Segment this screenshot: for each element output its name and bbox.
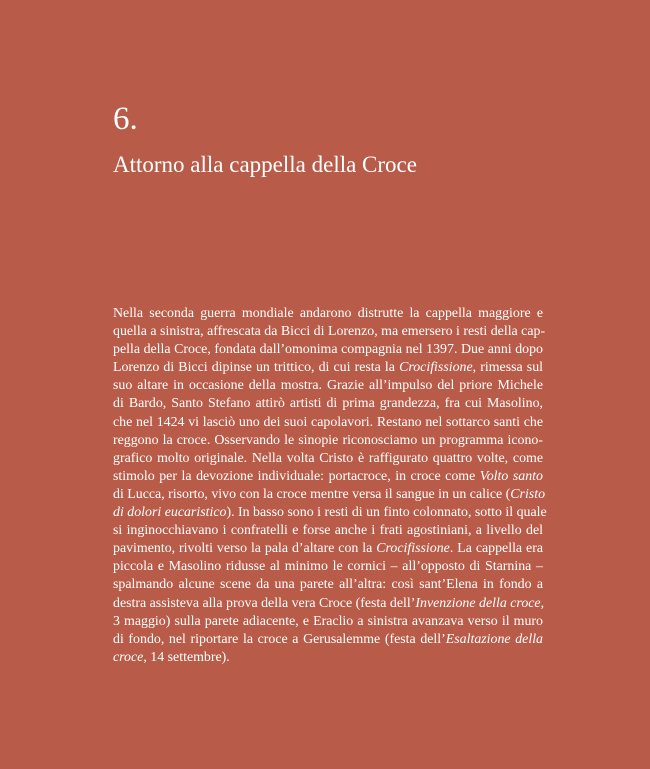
text-line	[113, 558, 543, 576]
text-run: , rimessa sul	[472, 360, 543, 376]
text-line	[113, 305, 543, 323]
text-run: di fondo, nel riportare la croce a Gerusalemme (festa dell’	[113, 631, 446, 647]
text-line	[113, 576, 543, 594]
text-run: che nel 1424 vi lasciò uno dei suoi capolavori. Restano nel sottarco santi che	[113, 414, 543, 430]
text-line	[113, 432, 543, 450]
italic-title: Cristo	[510, 486, 546, 502]
text-line	[113, 595, 543, 613]
text-run: pella della Croce, fondata dall’omonima compagnia nel 1397. Due anni dopo	[113, 342, 543, 358]
text-line	[113, 359, 543, 377]
text-line	[113, 613, 543, 631]
text-run: , 14 settembre).	[143, 649, 230, 665]
italic-title: Crocifissione	[399, 360, 473, 376]
text-line	[113, 540, 543, 558]
chapter-title: Attorno alla cappella della Croce	[113, 152, 417, 177]
italic-title: Invenzione della croce	[415, 595, 541, 611]
text-run: di Bardo, Santo Stefano attirò artisti di prima grandezza, fra cui Masolino,	[113, 396, 543, 412]
text-line	[113, 631, 543, 649]
text-line	[113, 649, 543, 667]
body-paragraph	[113, 305, 547, 667]
italic-title: Esaltazione della	[445, 631, 543, 647]
text-run: destra assisteva alla prova della vera Croce (festa dell’	[113, 595, 416, 611]
text-run: 3 maggio) sulla parete adiacente, e Eraclio a sinistra avanzava verso il muro	[113, 613, 543, 629]
text-run: piccola e Masolino ridusse al minimo le cornici – all’opposto di Starnina –	[113, 559, 543, 575]
text-line	[113, 323, 546, 341]
text-line	[113, 377, 543, 395]
text-run: suo altare in occasione della mostra. Grazie all’impulso del priore Michele	[113, 378, 543, 394]
italic-title: di dolori eucaristico	[113, 505, 227, 521]
text-line	[113, 504, 547, 522]
text-line	[113, 414, 543, 432]
text-line	[113, 486, 546, 504]
text-run: spalmando alcune scene da una parete all’altra: così sant’Elena in fondo a	[113, 577, 543, 593]
text-run: Lorenzo di Bicci dipinse un trittico, di cui resta la	[113, 360, 400, 376]
text-run: quella a sinistra, affrescata da Bicci di Lorenzo, ma emersero i resti della cap-	[113, 324, 546, 340]
text-run: ). In basso sono i resti di un finto colonnato, sotto il quale	[226, 505, 547, 521]
text-run: di Lucca, risorto, vivo con la croce mentre versa il sangue in un calice (	[113, 486, 511, 502]
italic-title: croce	[113, 649, 144, 665]
text-line	[113, 341, 543, 359]
text-line	[113, 450, 543, 468]
text-line	[113, 522, 543, 540]
italic-title: Volto santo	[479, 468, 543, 484]
text-line	[113, 395, 543, 413]
chapter-number: 6.	[113, 101, 138, 137]
text-run: . La cappella era	[449, 541, 543, 557]
text-run: Nella seconda guerra mondiale andarono distrutte la cappella maggiore e	[113, 306, 543, 321]
text-run: reggono la croce. Osservando le sinopie riconosciamo un programma icono-	[113, 432, 543, 448]
text-run: grafico molto originale. Nella volta Cristo è raffigurato quattro volte, come	[113, 450, 543, 466]
text-run: si inginocchiavano i confratelli e forse anche i frati agostiniani, a livello del	[113, 523, 543, 539]
text-run: pavimento, rivolti verso la pala d’altare con la	[113, 541, 377, 557]
text-run: ,	[540, 595, 545, 611]
text-line	[113, 468, 543, 486]
text-run: stimolo per la devozione individuale: portacroce, in croce come	[113, 468, 480, 484]
italic-title: Crocifissione	[376, 541, 450, 557]
